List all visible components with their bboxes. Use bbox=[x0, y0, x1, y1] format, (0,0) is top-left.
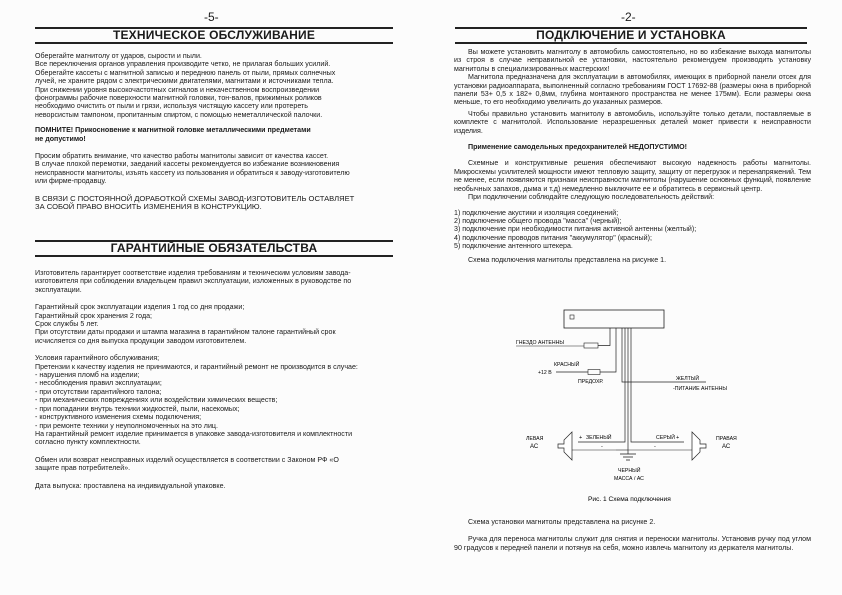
text-line: - несоблюдения правил эксплуатации; bbox=[35, 379, 162, 388]
notice-line: ЗА СОБОЙ ПРАВО ВНОСИТЬ ИЗМЕНЕНИЯ В КОНСТРУКЦИЮ. bbox=[35, 202, 262, 212]
paragraph: Схемные и конструктивные решения обеспечивают высокую надежность работы магнитолы. Микросхемы усилителей мощности имеют тепловую защиту, защиту от перегрузок и перенапряжений. Тем не менее, если появляются признаки неисправности магнитолы (нарушение основных функций, появление необычных запахов, дыма и т.д) немедленно выключите ее и обратитесь в сервисный центр. bbox=[454, 159, 811, 193]
text-line: - при попадании внутрь техники жидкостей, пыли, насекомых; bbox=[35, 404, 240, 413]
handle-text: Ручка для переноса магнитолы служит для снятия и переноски магнитолы. Установив ручку под углом 90 градусов к передней панели и потянув на себя, можно извлечь магнитолу из держателя магнитолы. bbox=[454, 535, 811, 552]
red-wire-to-unit bbox=[600, 328, 616, 372]
maintenance-text bbox=[35, 52, 405, 212]
black-wire-label: ЧЕРНЫЙ bbox=[618, 468, 641, 474]
right-minus: - bbox=[654, 444, 656, 450]
text-line: Изготовитель гарантирует соответствие изделия требованиям и техническим условиям завода- bbox=[35, 269, 351, 277]
antenna-plug bbox=[584, 343, 598, 348]
release-date: Дата выпуска: проставлена на индивидуальной упаковке. bbox=[35, 481, 226, 490]
installation-title: ПОДКЛЮЧЕНИЕ И УСТАНОВКА bbox=[455, 27, 807, 44]
text-line: Просим обратить внимание, что качество работы магнитолы зависит от качества кассет. bbox=[35, 152, 329, 161]
text-line: защите прав потребителей». bbox=[35, 464, 131, 473]
warning-line: не допустимо! bbox=[35, 134, 86, 143]
fuse-label: ПРЕДОХР. bbox=[578, 379, 604, 385]
text-line: - при ремонте техники у неуполномоченных на это лиц. bbox=[35, 421, 218, 430]
paragraph: Чтобы правильно установить магнитолу в автомобиль, используйте только детали, поставляемые в комплекте с магнитолой. Использование неразрешенных деталей может привести к неисправности изделия. bbox=[454, 109, 811, 135]
text-line: Оберегайте кассеты с магнитной записью и переднюю панель от пыли, прямых солнечных bbox=[35, 68, 336, 77]
text-line: или фирме-продавцу. bbox=[35, 177, 107, 186]
grey-wire bbox=[631, 328, 684, 442]
text-line: Обмен или возврат неисправных изделий осуществляется в соответствии с Законом РФ «О bbox=[35, 455, 339, 464]
maintenance-title: ТЕХНИЧЕСКОЕ ОБСЛУЖИВАНИЕ bbox=[35, 27, 393, 44]
text-line: неисправности магнитолы, изъять кассету из пользования и обратиться к заводу-изготовителю bbox=[35, 168, 350, 177]
step-item: 2) подключение общего провода "масса" (черный); bbox=[454, 216, 622, 225]
red-wire-label: КРАСНЫЙ bbox=[554, 362, 580, 368]
warning-line: ПОМНИТЕ! Прикосновение к магнитной головке металлическими предметами bbox=[35, 126, 311, 135]
antenna-socket-label: ГНЕЗДО АНТЕННЫ bbox=[516, 340, 564, 346]
fuse-warning: Применение самодельных предохранителей НЕДОПУСТИМО! bbox=[468, 143, 688, 152]
installation-text bbox=[454, 48, 811, 264]
left-speaker-ac: АС bbox=[530, 444, 539, 450]
text-line: неворсистым тампоном, пропитанным спиртом, с помощью неметаллической палочки. bbox=[35, 110, 323, 119]
installation-footer bbox=[454, 518, 811, 552]
antenna-power-label: -ПИТАНИЕ АНТЕННЫ bbox=[673, 386, 727, 392]
scheme-intro: Схема подключения магнитолы представлена на рисунке 1. bbox=[468, 255, 667, 264]
text-line: необходимо очистить от пыли и грязи, используя чистящую кассету или протереть bbox=[35, 102, 308, 111]
text-line: Срок службы 5 лет. bbox=[35, 320, 99, 329]
step-item: 1) подключение акустики и изоляция соединений; bbox=[454, 208, 619, 217]
warranty-text bbox=[35, 269, 407, 490]
text-line: При снижении уровня высокочастотных сигналов и некачественном воспроизведении bbox=[35, 85, 320, 94]
step-item: 3) подключение при необходимости питания активной антенны (желтый); bbox=[454, 225, 697, 234]
text-line: Гарантийный срок эксплуатации изделия 1 год со дня продажи; bbox=[35, 303, 245, 312]
text-line: В случае плохой перемотки, заеданий кассеты рекомендуется во избежание возникновения bbox=[35, 160, 340, 169]
text-line: Условия гарантийного обслуживания; bbox=[35, 354, 160, 363]
text-line: исчисляется со дня выпуска продукции заводом изготовителем. bbox=[35, 336, 247, 345]
text-line: Гарантийный срок хранения 2 года; bbox=[35, 311, 153, 320]
step-item: 4) подключение проводов питания "аккумулятор" (красный); bbox=[454, 233, 652, 242]
text-line: - при отсутствии гарантийного талона; bbox=[35, 387, 162, 396]
text-line: - нарушения пломб на изделии; bbox=[35, 371, 140, 380]
text-line: согласно пункту комплектности. bbox=[35, 438, 141, 447]
head-unit bbox=[564, 310, 664, 328]
left-speaker-label: ЛЕВАЯ bbox=[526, 436, 544, 442]
install-scheme: Схема установки магнитолы представлена на рисунке 2. bbox=[468, 518, 656, 526]
right-speaker-ac: АС bbox=[722, 444, 731, 450]
grey-wire-label: СЕРЫЙ bbox=[656, 435, 675, 441]
text-line: изготовителя при соблюдении владельцем правил эксплуатации, изложенных в руководстве по bbox=[35, 277, 352, 286]
warranty-title: ГАРАНТИЙНЫЕ ОБЯЗАТЕЛЬСТВА bbox=[35, 240, 393, 257]
connection-diagram bbox=[506, 304, 766, 509]
text-line: Претензии к качеству изделия не принимаются, и гарантийный ремонт не производится в случае: bbox=[35, 362, 358, 371]
head-unit-knob bbox=[570, 315, 574, 319]
right-page bbox=[421, 0, 842, 595]
left-speaker-icon bbox=[558, 432, 572, 460]
text-line: Оберегайте магнитолу от ударов, сырости и пыли. bbox=[35, 52, 202, 60]
text-line: лучей, не храните рядом с электрическими двигателями, магнитами и источниками тепла. bbox=[35, 77, 334, 86]
green-wire bbox=[578, 328, 625, 442]
antenna-cable bbox=[598, 328, 610, 346]
left-minus: - bbox=[601, 444, 603, 450]
right-speaker-icon bbox=[692, 432, 706, 460]
ground-label: МАССА / АС bbox=[614, 476, 644, 482]
right-speaker-label: ПРАВАЯ bbox=[716, 436, 737, 442]
text-line: - конструктивного изменения схемы подключения; bbox=[35, 413, 202, 422]
text-line: На гарантийный ремонт изделие принимается в упаковке завода-изготовителя и комплектности bbox=[35, 429, 353, 438]
yellow-wire-label: ЖЕЛТЫЙ bbox=[676, 376, 700, 382]
text-line: При отсутствии даты продажи и штампа магазина в гарантийном талоне гарантийный срок bbox=[35, 328, 336, 337]
page-number-left: -5- bbox=[204, 10, 219, 24]
green-plus: + bbox=[579, 435, 583, 441]
text-line: эксплуатации. bbox=[35, 285, 82, 294]
text-line: Все переключения органов управления производите четко, не прилагая больших усилий. bbox=[35, 60, 331, 69]
plus12-label: +12 В bbox=[538, 370, 552, 376]
green-wire-label: ЗЕЛЕНЫЙ bbox=[586, 435, 612, 441]
text-line: - при механических повреждениях или воздействии химических веществ; bbox=[35, 396, 278, 405]
step-item: 5) подключение антенного штекера. bbox=[454, 242, 573, 251]
sequence-intro: При подключении соблюдайте следующую последовательность действий: bbox=[468, 193, 715, 202]
paragraph: Вы можете установить магнитолу в автомобиль самостоятельно, но во избежание выхода магнитолы из строя в случае неправильной ее установки, настоятельно рекомендуем производить установку магнитолы в специализированных мастерских! bbox=[454, 48, 811, 73]
grey-plus: + bbox=[676, 435, 680, 441]
paragraph: Магнитола предназначена для эксплуатации в автомобилях, имеющих в приборной панели отсек для установки радиоаппарата, выполненный согласно требованиям ГОСТ 17692-88 (размеры окна в приборной панели 53+ 0,5 х 182+ 0,8мм, глубина монтажного пространства не менее 175мм). Если размеры окна меньше, то его необходимо увеличить до указанных размеров. bbox=[454, 73, 811, 107]
notice-line: В СВЯЗИ С ПОСТОЯННОЙ ДОРАБОТКОЙ СХЕМЫ ЗАВОД-ИЗГОТОВИТЕЛЬ ОСТАВЛЯЕТ bbox=[35, 193, 355, 203]
yellow-wire bbox=[622, 328, 706, 382]
figure-caption: Рис. 1 Схема подключения bbox=[588, 496, 671, 503]
text-line: фонограммы рабочие поверхности магнитной головки, тон-валов, прижимных роликов bbox=[35, 94, 322, 103]
fuse-icon bbox=[588, 370, 600, 375]
page-number-right: -2- bbox=[621, 10, 636, 24]
